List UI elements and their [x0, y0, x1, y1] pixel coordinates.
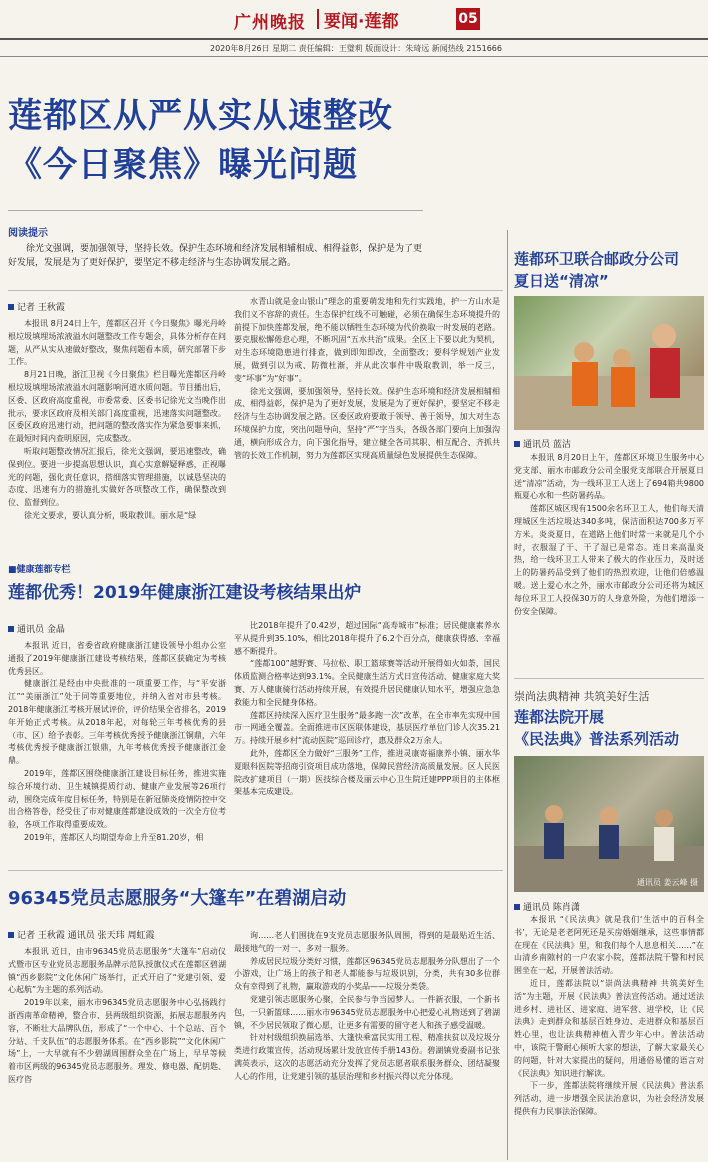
lead-summary: 徐光文强调，要加强领导，坚持长效。保护生态环境和经济发展相辅相成、相得益彰，保护是为了更好发展，发展是为了更好保护，要坚定不移走经济与生态协调发展之路。	[8, 244, 423, 268]
story3-col1	[8, 946, 226, 1158]
paragraph: 本报讯 8月24日上午，莲都区召开《今日聚焦》曝光丹岭根垃圾填埋场浓液溢水问题整改工作专题会，具体分析存在问题，从严从实从速做好整改，聚焦问题看本质，研究部署下步工作。	[8, 319, 226, 367]
worker-body	[572, 362, 598, 406]
headline-rule	[8, 210, 423, 211]
story5-rule	[514, 678, 704, 679]
worker-head	[574, 342, 594, 362]
story4-byline-text: 通讯员 蓝洁	[523, 440, 571, 450]
story2-col1	[8, 640, 226, 860]
paragraph: 2019年以来，丽水市96345党员志愿服务中心弘扬践行浙西南革命精神，整合市、县两级组织资源，拓展志愿服务内容，不断壮大品牌队伍，形成了“一个中心、十个总站、百个分站、千支队伍”的志愿服务体系。在“西乡影院”“文化休闲广场”上，一大早就有不少碧湖周围群众坐在广场上，早早等候着市区两级的96345党员志愿服务。理发、修电器、配钥匙、医疗咨	[8, 998, 226, 1084]
person-body	[654, 827, 674, 861]
paragraph: “莲都100”越野赛、马拉松、职工篮球赛等活动开展得如火如荼，国民体质监测合格率达到93.1%。全民健康生活方式日宣传活动、健康家庭大奖赛、万人健康骑行活动持续开展，有效提升居民健康认知水平，增强应急急救能力和全民健身体格。	[234, 659, 500, 707]
worker-body	[611, 367, 635, 407]
paragraph: 比2018年提升了0.42岁，超过国际“高寿城市”标准；居民健康素养水平从提升到35.10%，相比2018年提升了6.2个百分点，健康获得感、幸福感不断提升。	[234, 621, 500, 656]
person-body	[544, 823, 564, 859]
story2-kicker: ■健康莲都专栏	[8, 565, 71, 575]
story5-body	[514, 914, 704, 1158]
paragraph: 水青山就是金山银山”理念的重要萌发地和先行实践地，护一方山水是我们义不容辞的责任。生态保护红线不可触碰，必须在确保生态环境提升的前提下加快莲都发展，绝不能以牺牲生态环境为代价换取一时发展的老路。要克服松懈倦怠心理，不断巩固“五水共治”成果。全区上下要以此为契机，对生态环境隐患进行排查，做到即知即改，全面整改；要科学规划产业发展，做到引以为戒、防微杜渐，并从此次事件中吸取教训，举一反三，变“坏事”为“好事”。	[234, 297, 500, 383]
story2-col2	[234, 620, 500, 860]
paragraph: 本报讯 近日，省委省政府健康浙江建设领导小组办公室通报了2019年健康浙江建设考核结果，莲都区获确定为考核优秀县区。	[8, 641, 226, 676]
story3-headline: 96345党员志愿服务“大篷车”在碧湖启动	[8, 888, 347, 909]
paragraph: 2019年，莲都区人均期望寿命上升至81.20岁，相	[24, 832, 204, 842]
paragraph: 听取问题整改情况汇报后，徐光文强调，要迅速整改，确保到位。要进一步提高思想认识，真心实意解疑释惑，正视曝光的问题，强化责任意识，搭细落实管理措施，以诚恳坚决的态度、迅速有力的措施扎实做好各项整改工作，确保整改到位、监督到位。	[8, 446, 226, 508]
person-head	[600, 807, 618, 825]
story5-photo	[514, 756, 704, 892]
story1-byline	[8, 300, 65, 313]
story4-photo	[514, 296, 704, 430]
paragraph: 徐光文要求，要认真分析，吸取教训。丽水是“绿	[24, 510, 197, 520]
story4-headline-line1: 莲都环卫联合邮政分公司	[514, 250, 680, 268]
story5-kicker: 崇尚法典精神 共筑美好生活	[514, 690, 650, 703]
story5-headline-line2: 《民法典》普法系列活动	[514, 730, 680, 748]
paragraph: 养成居民垃圾分类好习惯，莲都区96345党员志愿服务分队想出了一个小游戏，让广场上的孩子和老人都能参与垃圾识别，分类，共有30多位群众有幸得到了礼物，赢取游戏的小奖品——垃圾分类袋。	[234, 956, 500, 992]
court-visit-photo-illustration	[514, 756, 704, 892]
byline-marker	[514, 904, 520, 910]
section-name: 要闻·莲都	[324, 12, 399, 32]
paragraph: 健康浙江是经由中央批准的一项重要工作，与“平安浙江”“美丽浙江”处于同等重要地位，并纳入省对市县考核。2018年健康浙江考核开展试评价，评价结果全省排名，2019年开始正式考核。从2018年起，对每轮三年考核优秀的县（市、区）给予表彰。三年考核优秀授予健康浙江铜鼎，六年考核优秀授予健康浙江银鼎，九年考核优秀授予健康浙江金鼎。	[8, 679, 226, 766]
person-body	[650, 348, 680, 398]
meta-rule	[0, 56, 708, 57]
story4-body	[514, 452, 704, 666]
paragraph: 2019年，莲都区围绕健康浙江建设目标任务，推进实施综合环境行动、卫生城镇提质行动、健康产业发展等26项行动，围绕完成年度目标任务，特别是在新冠肺炎疫情防控中交出合格答卷，经受住了市对健康莲都建设成效的一次全方位考验，各项工作取得重要成效。	[8, 768, 226, 830]
byline-marker	[8, 932, 14, 938]
person-head	[652, 324, 676, 348]
paragraph: 询……老人们围拢在9支党员志愿服务队周围，得到的是最贴近生活、最接地气的一对一、多对一服务。	[234, 931, 500, 953]
person-head	[545, 805, 563, 823]
lead-label: 阅读提示	[8, 228, 48, 239]
story2-byline-text: 通讯员 金晶	[17, 625, 65, 635]
story4-byline	[514, 437, 571, 450]
story1-col2	[234, 296, 500, 558]
column-divider	[507, 230, 508, 1160]
story3-col2	[234, 930, 500, 1158]
masthead-divider	[317, 9, 319, 29]
paragraph: 本报讯 近日，由市96345党员志愿服务“大篷车”启动仪式暨市区专业党员志愿服务品牌示范队授旗仪式在莲都区碧湖镇“西乡影院”文化休闲广场举行，正式开启了“党建引领、爱心起航”为主题的系列活动。	[8, 947, 226, 995]
story5-byline	[514, 900, 580, 913]
paragraph: 莲都区持续深入医疗卫生服务“最多跑一次”改革，在全市率先实现中国市一网通全覆盖。全面推进市区医联体建设，基层医疗单位门诊人次35.21万。持续开展乡村“流动医院”巡回诊疗，惠及群众2万余人。	[234, 710, 500, 746]
story2-headline: 莲都优秀！2019年健康浙江建设考核结果出炉	[8, 583, 362, 603]
story5-headline-line1: 莲都法院开展	[514, 708, 605, 726]
story3-byline	[8, 928, 154, 941]
paragraph: 下一步，莲都法院将继续开展《民法典》普法系列活动，进一步增强全民法治意识，为社会经济发展提供有力民事法治保障。	[514, 1081, 704, 1116]
paragraph: 党建引领志愿服务心聚，全民参与争当园梦人。一件新衣服，一个新书包，一只新篮球……丽水市96345党员志愿服务中心把爱心礼物送到了碧湖镇，不少居民领取了微心愿，让更多有需要的留守老人和孩子感受温暖。	[234, 994, 500, 1030]
paragraph: 近日，莲都法院以“崇尚法典精神 共筑美好生活”为主题，开展《民法典》普法宣传活动。通过送法进乡村、进社区、进家庭、进军营、进学校，让《民法典》走到群众和基层百姓身边、走进群众和基层百姓心里，也让法典精神植入青少年心中。普法活动中，该院干警耐心倾听大家的想法，了解大家最关心的问题，针对大家提出的疑问，用通俗易懂的语言对《民法典》知识进行解读。	[514, 978, 704, 1078]
paragraph: 本报讯 “《民法典》就是我们‘生活中的百科全书’，无论是老老阿死还是买房婚姻继承，这些事情都在现在《民法典》里，和我们每个人息息相关……”在山清乡南隙村的一户农家小院，莲都法院干警和村民围坐在一起，开展普法活动。	[514, 915, 704, 976]
paragraph: 莲都区城区现有1500余名环卫工人，他们每天清理城区生活垃圾达340多吨，保洁面积达700多万平方米。炎炎夏日，在道路上他们时常一来就是几个小时，衣服湿了干、干了湿已是常态。连日来高温炎热，给一线环卫工人带来了极大的作业压力，及时送上的防暑药品受到了他们的热烈欢迎，让他们倍感温暖。送上爱心水之外，丽水市邮政分公司还将为城区每位环卫工人投保30万的人身意外险，为他们增添一份安全保障。	[514, 504, 704, 616]
masthead	[0, 0, 708, 38]
paragraph: 本报讯 8月20日上午，莲都区环境卫生服务中心党支部、丽水市邮政分公司全服党支部联合开展夏日送“清凉”活动，为一线环卫工人送上了694箱共9800瓶夏心水和一些防暑药品。	[514, 453, 704, 501]
story1-col1	[8, 318, 226, 558]
story5-byline-text: 通讯员 陈肖潇	[523, 903, 580, 913]
lead-rule	[8, 290, 503, 291]
person-head	[655, 809, 673, 827]
person-body	[599, 825, 619, 859]
byline-marker	[8, 304, 14, 310]
byline-marker	[8, 626, 14, 632]
story2-byline	[8, 622, 65, 635]
story4-headline-line2: 夏日送“清凉”	[514, 272, 609, 290]
paragraph: 8月21日晚，浙江卫视《今日聚焦》栏目曝光莲都区丹岭根垃圾填埋场浓液溢水问题影响河道水质问题。节目播出后，区委、区政府高度重视，市委常委、区委书记徐光文当晚作出批示，要求区政府及相关部门高度重视，迅速落实问题整改。区委区政府迅速行动，把问题的整改落实作为紧急要事来抓，在最短时间内查明原因，完成整改。	[8, 370, 226, 444]
story1-byline-text: 记者 王秋霞	[17, 303, 65, 313]
story3-byline-text: 记者 王秋霞 通讯员 张天玮 周虹霞	[17, 931, 155, 941]
page-number: 05	[456, 8, 480, 30]
paragraph: 徐光文强调，要加强领导，坚持长效。保护生态环境和经济发展相辅相成、相得益彰，保护是为了更好发展，发展是为了更好保护，要坚定不移走经济与生态协调发展之路。区委区政府要敢于领导、善于领导，加大对生态环境保护力度，突出问题导向，坚持“严”字当头，各级各部门要向上加强沟通，横向形成合力，向下强化指导，建立健全各司其职、相互配合、齐抓共管的长效工作机制，努力为莲都区实现高质量绿色发展提供生态保障。	[234, 386, 500, 460]
edition-meta: 2020年8月26日 星期二 责任编辑：王璧莉 版面设计：朱琦远 新闻热线 2151666	[210, 44, 502, 53]
photo-caption: 通讯员 姜云峰 摄	[636, 878, 698, 887]
paragraph: 此外，莲都区全力做好“三服务”工作，推进灵康寄福康养小镇、丽水华夏眼科医院等招商引资项目成功落地，保障民营经济高质量发展。区人民医院改扩建项目（一期）医技综合楼及丽云中心卫生院迁建PPP项目的主体框架基本完成建设。	[234, 748, 500, 797]
masthead-rule	[0, 38, 708, 40]
byline-marker	[514, 441, 520, 447]
story1-headline-line2: 《今日聚焦》曝光问题	[8, 145, 358, 185]
paragraph: 针对村级组织换届选举、大篷快乘富民实用工程、精准扶贫以及垃圾分类进行政策宣传，活动现场累计发放宣传手册143份。碧湖镇党委副书记张满英表示，这次的志愿活动充分发挥了党员志愿者联系服务群众、团结凝聚人心的作用，让党建引领的基层治理和乡村振兴得以充分体现。	[234, 1033, 500, 1081]
workers-photo-illustration	[514, 296, 704, 430]
paper-logo: 广州晚报	[234, 13, 306, 33]
story1-headline-line1: 莲都区从严从实从速整改	[8, 96, 393, 136]
worker-head	[613, 349, 631, 367]
story3-rule	[8, 870, 503, 871]
